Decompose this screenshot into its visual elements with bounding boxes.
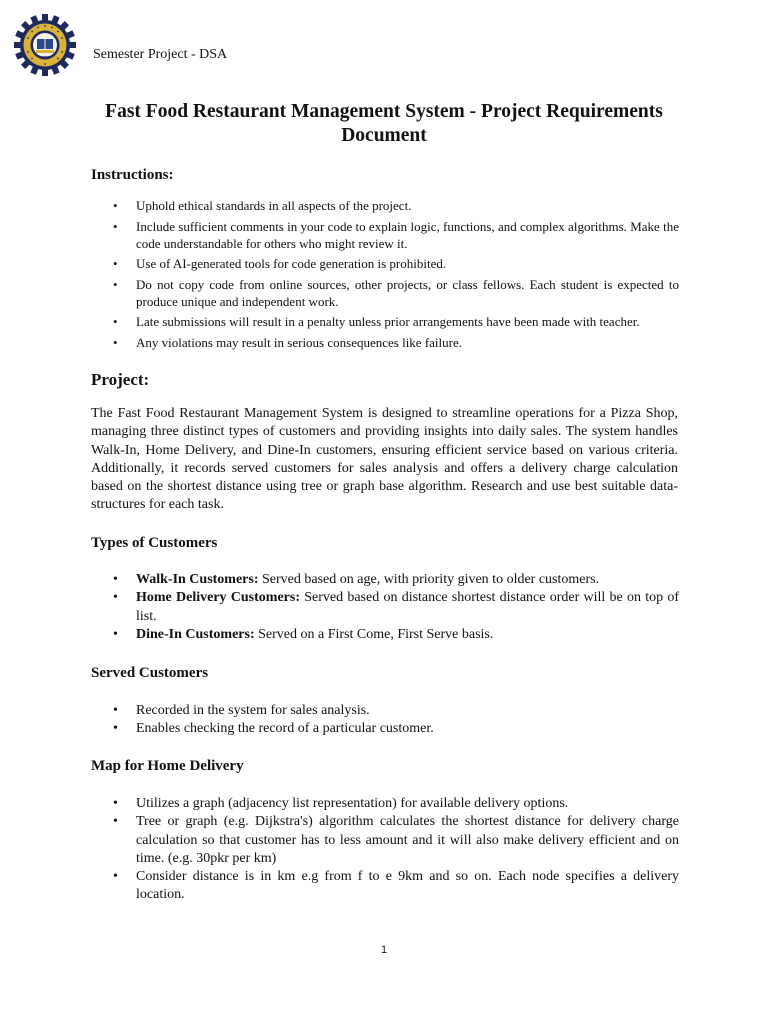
- university-seal-logo: [14, 14, 76, 76]
- list-item: • Enables checking the record of a particular customer.: [113, 720, 679, 738]
- list-item: • Do not copy code from online sources, other projects, or class fellows. Each student is expected to produce unique and independent work.: [113, 276, 679, 309]
- bullet-icon: •: [113, 814, 118, 830]
- bullet-icon: •: [113, 572, 118, 587]
- list-item: • Uphold ethical standards in all aspects of the project.: [113, 198, 412, 213]
- bullet-icon: •: [113, 590, 118, 606]
- bullet-icon: •: [113, 276, 118, 292]
- list-item: • Dine-In Customers: Served on a First Come, First Serve basis.: [113, 626, 679, 644]
- list-item: • Consider distance is in km e.g from f to e 9km and so on. Each node specifies a delivery location.: [113, 869, 679, 903]
- header-text: Semester Project - DSA: [93, 47, 228, 62]
- bullet-icon: •: [113, 796, 118, 811]
- bullet-icon: •: [113, 869, 118, 885]
- document-title: Fast Food Restaurant Management System - Project Requirements Document: [105, 101, 663, 146]
- types-of-customers-list: [113, 571, 679, 644]
- list-item: • Include sufficient comments in your code to explain logic, functions, and complex algorithms. Make the code understandable for others who might review it.: [113, 218, 679, 251]
- bullet-icon: •: [113, 703, 118, 718]
- customer-type-label: Walk-In Customers:: [136, 572, 259, 587]
- instructions-heading: Instructions:: [91, 167, 174, 183]
- page-number: 1: [380, 944, 388, 956]
- instructions-list: [113, 197, 679, 354]
- list-item: • Home Delivery Customers: Served based on distance shortest distance order will be on top of list.: [113, 590, 679, 624]
- list-item: • Tree or graph (e.g. Dijkstra's) algorithm calculates the shortest distance for delivery charge calculation so that customer has to less amount and it will also make delivery efficient and on time. (e.g. 30pkr per km): [113, 814, 679, 866]
- customer-type-label: Home Delivery Customers:: [136, 590, 300, 606]
- map-home-delivery-heading: Map for Home Delivery: [91, 758, 244, 774]
- project-description: The Fast Food Restaurant Management System is designed to streamline operations for a Pizza Shop, managing three distinct types of customers and providing insights into daily sales. The system handles Walk-In, Home Delivery, and Dine-In customers, ensuring efficient service based on various criteria. Additionally, it records served customers for sales analysis and offers a delivery charge calculation based on the shortest distance using tree or graph base algorithm. Research and use best suitable data-structures for each task.: [91, 406, 678, 513]
- customer-type-label: Dine-In Customers:: [136, 626, 255, 642]
- map-home-delivery-list: [113, 795, 679, 905]
- list-item: • Utilizes a graph (adjacency list representation) for available delivery options.: [113, 795, 679, 813]
- list-item: • Late submissions will result in a penalty unless prior arrangements have been made with teacher.: [113, 314, 640, 329]
- bullet-icon: •: [113, 721, 118, 737]
- served-customers-list: [113, 702, 679, 739]
- bullet-icon: •: [113, 218, 118, 234]
- bullet-icon: •: [113, 334, 118, 350]
- types-of-customers-heading: Types of Customers: [91, 535, 218, 551]
- bullet-icon: •: [113, 198, 118, 213]
- served-customers-heading: Served Customers: [91, 665, 209, 681]
- list-item: • Any violations may result in serious consequences like failure.: [113, 334, 463, 350]
- bullet-icon: •: [113, 256, 118, 271]
- bullet-icon: •: [113, 626, 118, 642]
- list-item: • Recorded in the system for sales analysis.: [113, 702, 679, 720]
- bullet-icon: •: [113, 314, 118, 329]
- project-heading: Project:: [91, 370, 150, 389]
- list-item: • Use of AI-generated tools for code generation is prohibited.: [113, 256, 447, 271]
- list-item: • Walk-In Customers: Served based on age, with priority given to older customers.: [113, 571, 679, 589]
